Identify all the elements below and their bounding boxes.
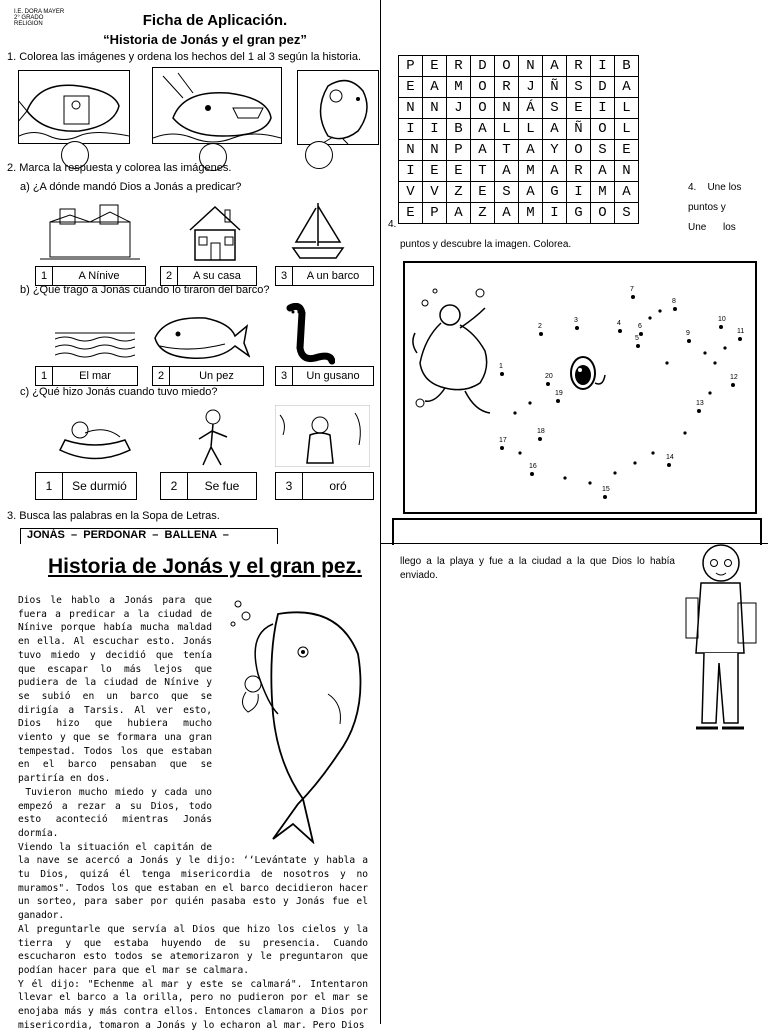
outline-dot: [528, 401, 531, 404]
word-search-cell[interactable]: J: [519, 77, 543, 98]
worksheet-subtitle: “Historia de Jonás y el gran pez”: [103, 32, 307, 47]
vertical-divider: [380, 0, 381, 1024]
dot-label: 6: [638, 323, 642, 330]
dot-label: 4: [617, 320, 621, 327]
numbered-dots: [499, 286, 744, 499]
dot-8[interactable]: [673, 307, 677, 311]
word-search-cell[interactable]: R: [567, 56, 591, 77]
word-search-cell[interactable]: A: [471, 140, 495, 161]
word-search-cell[interactable]: S: [591, 140, 615, 161]
option-label: Un pez: [199, 370, 234, 382]
whale-spits-jonah-image: [297, 70, 379, 145]
connect-dots-activity: [403, 261, 757, 514]
word-search-cell[interactable]: E: [423, 56, 447, 77]
word-search-cell[interactable]: I: [543, 203, 567, 224]
word-search-cell[interactable]: O: [471, 77, 495, 98]
dot-label: 8: [672, 298, 676, 305]
word-search-cell[interactable]: O: [591, 119, 615, 140]
word-search-row: [399, 77, 639, 98]
order-circle-3[interactable]: [305, 141, 333, 169]
word-search-grid: [398, 55, 639, 224]
school-info: [14, 9, 64, 27]
word-search-cell[interactable]: Y: [543, 140, 567, 161]
option-number: 3: [276, 473, 303, 499]
option-label: Un gusano: [306, 370, 360, 382]
dot-label: 18: [537, 428, 545, 435]
word-search-cell[interactable]: A: [519, 140, 543, 161]
dot-5[interactable]: [636, 344, 640, 348]
dot-15[interactable]: [603, 495, 607, 499]
word-search-cell[interactable]: I: [567, 182, 591, 203]
story-continued: llego a la playa y fue a la ciudad a la que Dios lo había enviado.: [400, 556, 675, 581]
dot-7[interactable]: [631, 295, 635, 299]
word-search-cell[interactable]: A: [495, 203, 519, 224]
word-search-cell[interactable]: N: [615, 161, 639, 182]
dot-label: 15: [602, 486, 610, 493]
word-search-cell[interactable]: P: [423, 203, 447, 224]
word-search-cell[interactable]: N: [399, 140, 423, 161]
dot-label: 19: [555, 390, 563, 397]
q4-line-1: 4. Une los: [688, 182, 742, 193]
word-search-cell[interactable]: G: [567, 203, 591, 224]
word-search-cell[interactable]: L: [495, 119, 519, 140]
dot-16[interactable]: [530, 472, 534, 476]
jonah-swimming-figure: [413, 289, 490, 413]
word-search-cell[interactable]: D: [471, 56, 495, 77]
word-search-cell[interactable]: V: [399, 182, 423, 203]
dot-12[interactable]: [731, 383, 735, 387]
q4-line-2: puntos y: [688, 202, 726, 213]
word-search-cell[interactable]: A: [591, 161, 615, 182]
word-search-cell[interactable]: A: [615, 182, 639, 203]
word-search-cell[interactable]: N: [399, 98, 423, 119]
dot-13[interactable]: [697, 409, 701, 413]
word-search-cell[interactable]: G: [543, 182, 567, 203]
option-number: 1: [36, 267, 53, 285]
option-label: El mar: [79, 370, 111, 382]
whale-eye: [571, 357, 605, 389]
sea-image: [55, 303, 135, 363]
outline-dot: [658, 309, 661, 312]
question-2c: c) ¿Qué hizo Jonás cuando tuvo miedo?: [20, 386, 218, 398]
dot-label: 5: [635, 335, 639, 342]
dot-10[interactable]: [719, 325, 723, 329]
word-search-cell[interactable]: B: [447, 119, 471, 140]
dot-20[interactable]: [546, 382, 550, 386]
word-search-cell[interactable]: A: [471, 119, 495, 140]
whale-with-boat-image: [152, 67, 282, 144]
option-label: A un barco: [306, 270, 360, 282]
option-number: 1: [36, 367, 53, 385]
dot-2[interactable]: [539, 332, 543, 336]
word-search-cell[interactable]: O: [495, 56, 519, 77]
dot-14[interactable]: [667, 463, 671, 467]
word-search-cell[interactable]: A: [543, 161, 567, 182]
question-1: 1. Colorea las imágenes y ordena los hechos del 1 al 3 según la historia.: [7, 51, 362, 63]
dot-label: 13: [696, 400, 704, 407]
word-search-cell[interactable]: A: [519, 182, 543, 203]
word-search-cell[interactable]: Ñ: [543, 77, 567, 98]
jonah-praying-image: [275, 405, 370, 467]
word-search-cell[interactable]: M: [519, 203, 543, 224]
outline-dot: [723, 346, 726, 349]
boat-image: [288, 198, 348, 264]
story-paragraph-4: Al preguntarle que servía al Dios que hizo los cielos y la tierra y que estaba huyendo de su presencia. Cuando escucharon esto todos se atemorizaron y le preguntaron que podían hacer para que el mar se calmara.: [18, 923, 368, 976]
outline-dot: [713, 361, 716, 364]
outline-dot: [648, 316, 651, 319]
worm-image: [280, 303, 335, 365]
word-search-cell[interactable]: O: [591, 203, 615, 224]
story-title: Historia de Jonás y el gran pez.: [48, 555, 362, 578]
word-search-cell[interactable]: R: [567, 161, 591, 182]
word-search-cell[interactable]: Z: [447, 182, 471, 203]
word-search-cell[interactable]: Z: [471, 203, 495, 224]
story-paragraph-2: Tuvieron mucho miedo y cada uno empezó a rezar a su Dios, todo esto aconteció mientras Jonás dormía.: [18, 786, 218, 839]
dot-3[interactable]: [575, 326, 579, 330]
dot-label: 20: [545, 373, 553, 380]
word-search-row: [399, 203, 639, 224]
outline-dot: [665, 361, 668, 364]
word-search-cell[interactable]: Á: [519, 98, 543, 119]
story-paragraph-1: Dios le hablo a Jonás para que fuera a predicar a la ciudad de Nínive porque había mucha maldad en ella. Al escuchar esto. Jonás tuvo miedo y decidió que tenía que escapar lo más lejos que pudiera de la ciudad de Nínive y se subió en un barco que se dirigía a Tarsis. Al ver esto, Dios hizo que hubiera mucho viento y que se formara una gran tempestad. Todos los que estaban en el barco pensaban que se partiría en dos.: [18, 595, 212, 785]
word-search-cell[interactable]: N: [423, 140, 447, 161]
option-c3[interactable]: [275, 472, 374, 500]
option-number: 2: [161, 473, 188, 499]
option-label: A su casa: [193, 270, 241, 282]
outline-dot: [651, 451, 654, 454]
dot-11[interactable]: [738, 337, 742, 341]
question-4-text: puntos y descubre la imagen. Colorea.: [400, 239, 572, 250]
dot-label: 2: [538, 323, 542, 330]
word-search-cell[interactable]: I: [423, 119, 447, 140]
option-label: oró: [329, 479, 347, 493]
word-search-row: [399, 119, 639, 140]
word-search-cell[interactable]: P: [399, 56, 423, 77]
story-paragraph-5: Y él dijo: "Echenme al mar y este se calmará". Intentaron llevar el barco a la orilla, pero no pudieron por el mar se enojaba más y más contra ellos. Entonces clamaron a Dios por misericordia, tomaron a Jonás y lo echaron al mar. Pero Dios: [18, 978, 368, 1031]
word-search-cell[interactable]: A: [543, 56, 567, 77]
option-number: 3: [276, 367, 293, 385]
question-2b: b) ¿Qué tragó a Jonás cuando lo tiraron del barco?: [20, 284, 270, 296]
word-search-cell[interactable]: A: [615, 77, 639, 98]
option-label: Se durmió: [72, 479, 127, 493]
question-4-side: [688, 178, 750, 238]
word-search-row: [399, 182, 639, 203]
dot-label: 3: [574, 317, 578, 324]
word-search-cell[interactable]: E: [567, 98, 591, 119]
dot-label: 10: [718, 316, 726, 323]
option-b3[interactable]: [275, 366, 374, 386]
word-search-cell[interactable]: S: [615, 203, 639, 224]
word-search-row: [399, 56, 639, 77]
word-search-cell[interactable]: A: [423, 77, 447, 98]
word-search-cell[interactable]: I: [591, 56, 615, 77]
word-search-cell[interactable]: T: [471, 161, 495, 182]
word-search-cell[interactable]: S: [495, 182, 519, 203]
word-search-cell[interactable]: I: [591, 98, 615, 119]
outline-dot: [683, 431, 686, 434]
city-image: [40, 197, 140, 263]
option-a2[interactable]: [160, 266, 257, 286]
word-search-cell[interactable]: M: [519, 161, 543, 182]
word-search-cell[interactable]: L: [519, 119, 543, 140]
word-search-cell[interactable]: J: [447, 98, 471, 119]
dot-9[interactable]: [687, 339, 691, 343]
word-search-cell[interactable]: R: [447, 56, 471, 77]
word-search-cell[interactable]: A: [447, 203, 471, 224]
option-b1[interactable]: [35, 366, 138, 386]
dot-4[interactable]: [618, 329, 622, 333]
question-2a: a) ¿A dónde mandó Dios a Jonás a predicar?: [20, 181, 242, 193]
worksheet-title: Ficha de Aplicación.: [142, 12, 288, 29]
question-2: 2. Marca la respuesta y colorea las imágenes.: [7, 162, 232, 174]
word-search-cell[interactable]: P: [447, 140, 471, 161]
dot-label: 12: [730, 374, 738, 381]
word-search-cell[interactable]: B: [615, 56, 639, 77]
word-search-cell[interactable]: O: [567, 140, 591, 161]
dot-19[interactable]: [556, 399, 560, 403]
word-search-cell[interactable]: I: [399, 161, 423, 182]
word-search-cell[interactable]: R: [495, 77, 519, 98]
dot-label: 9: [686, 330, 690, 337]
word-search-row: [399, 161, 639, 182]
word-search-cell[interactable]: I: [399, 119, 423, 140]
word-search-cell[interactable]: V: [423, 182, 447, 203]
dot-1[interactable]: [500, 372, 504, 376]
outline-dot: [708, 391, 711, 394]
question-3: 3. Busca las palabras en la Sopa de Letras.: [7, 510, 220, 522]
option-number: 2: [153, 367, 170, 385]
jonah-leaving-image: [185, 405, 240, 467]
story-paragraph-3: Viendo la situación el capitán de la nave se acercó a Jonás y le dijo: ‘‘Levántate y habla a tu Dios, quizá él tenga misericordia de nosotros y no muramos". Todos los que estaban en el barco decidieron hacer un sorteo, para saber por quién pasaba esto y Jonás fue el ganador.: [18, 841, 368, 922]
outline-dot: [703, 351, 706, 354]
option-number: 1: [36, 473, 63, 499]
word-search-cell[interactable]: Ñ: [567, 119, 591, 140]
house-image: [185, 195, 245, 263]
outline-dot: [633, 461, 636, 464]
outline-dot: [563, 476, 566, 479]
dot-6[interactable]: [639, 332, 643, 336]
dot-18[interactable]: [538, 437, 542, 441]
word-search-cell[interactable]: L: [615, 98, 639, 119]
jonah-inside-whale-image: [18, 70, 130, 144]
word-search-cell[interactable]: N: [519, 56, 543, 77]
option-label: A Nínive: [78, 270, 120, 282]
empty-answer-box: [392, 518, 762, 545]
word-list: JONÁS – PERDONAR – BALLENA –: [20, 528, 278, 544]
outline-dot: [513, 411, 516, 414]
option-b2[interactable]: [152, 366, 264, 386]
word-search-cell[interactable]: E: [423, 161, 447, 182]
outline-dot: [518, 451, 521, 454]
word-search-cell[interactable]: E: [615, 140, 639, 161]
word-search-cell[interactable]: L: [615, 119, 639, 140]
question-4-number: 4.: [388, 219, 397, 230]
outline-dot: [613, 471, 616, 474]
word-search-row: [399, 140, 639, 161]
option-label: Se fue: [204, 479, 240, 493]
grade-label: 2° GRADO: [14, 15, 44, 21]
word-search-cell[interactable]: A: [495, 161, 519, 182]
word-search-cell[interactable]: N: [495, 98, 519, 119]
word-search-cell[interactable]: E: [399, 203, 423, 224]
option-a3[interactable]: [275, 266, 374, 286]
word-search-cell[interactable]: E: [399, 77, 423, 98]
dot-label: 16: [529, 463, 537, 470]
school-name: I.E. DORA MAYER: [14, 9, 65, 15]
word-search-cell[interactable]: S: [567, 77, 591, 98]
option-a1[interactable]: [35, 266, 146, 286]
option-number: 2: [161, 267, 178, 285]
boy-with-books-illustration: [676, 543, 766, 743]
jonah-sleeping-image: [55, 405, 135, 467]
dot-label: 14: [666, 454, 674, 461]
option-c2[interactable]: [160, 472, 257, 500]
dot-label: 1: [499, 363, 503, 370]
word-search-cell[interactable]: A: [543, 119, 567, 140]
dot-label: 17: [499, 437, 507, 444]
whale-image: [150, 308, 250, 363]
word-search-cell[interactable]: M: [447, 77, 471, 98]
word-search-cell[interactable]: T: [495, 140, 519, 161]
q4-line-3: Une los: [688, 222, 736, 233]
word-search-row: [399, 98, 639, 119]
word-search-cell[interactable]: M: [591, 182, 615, 203]
word-search-cell[interactable]: O: [471, 98, 495, 119]
story-text: [18, 594, 368, 1033]
option-number: 3: [276, 267, 293, 285]
word-search-cell[interactable]: E: [471, 182, 495, 203]
word-search-cell[interactable]: N: [423, 98, 447, 119]
dot-17[interactable]: [500, 446, 504, 450]
outline-dot: [588, 481, 591, 484]
dot-label: 11: [737, 328, 745, 335]
option-c1[interactable]: [35, 472, 137, 500]
whale-with-jonah-illustration: [218, 594, 368, 844]
word-search-cell[interactable]: D: [591, 77, 615, 98]
word-search-cell[interactable]: S: [543, 98, 567, 119]
dot-label: 7: [630, 286, 634, 293]
subject-label: RELIGION: [14, 21, 43, 27]
word-search-cell[interactable]: E: [447, 161, 471, 182]
